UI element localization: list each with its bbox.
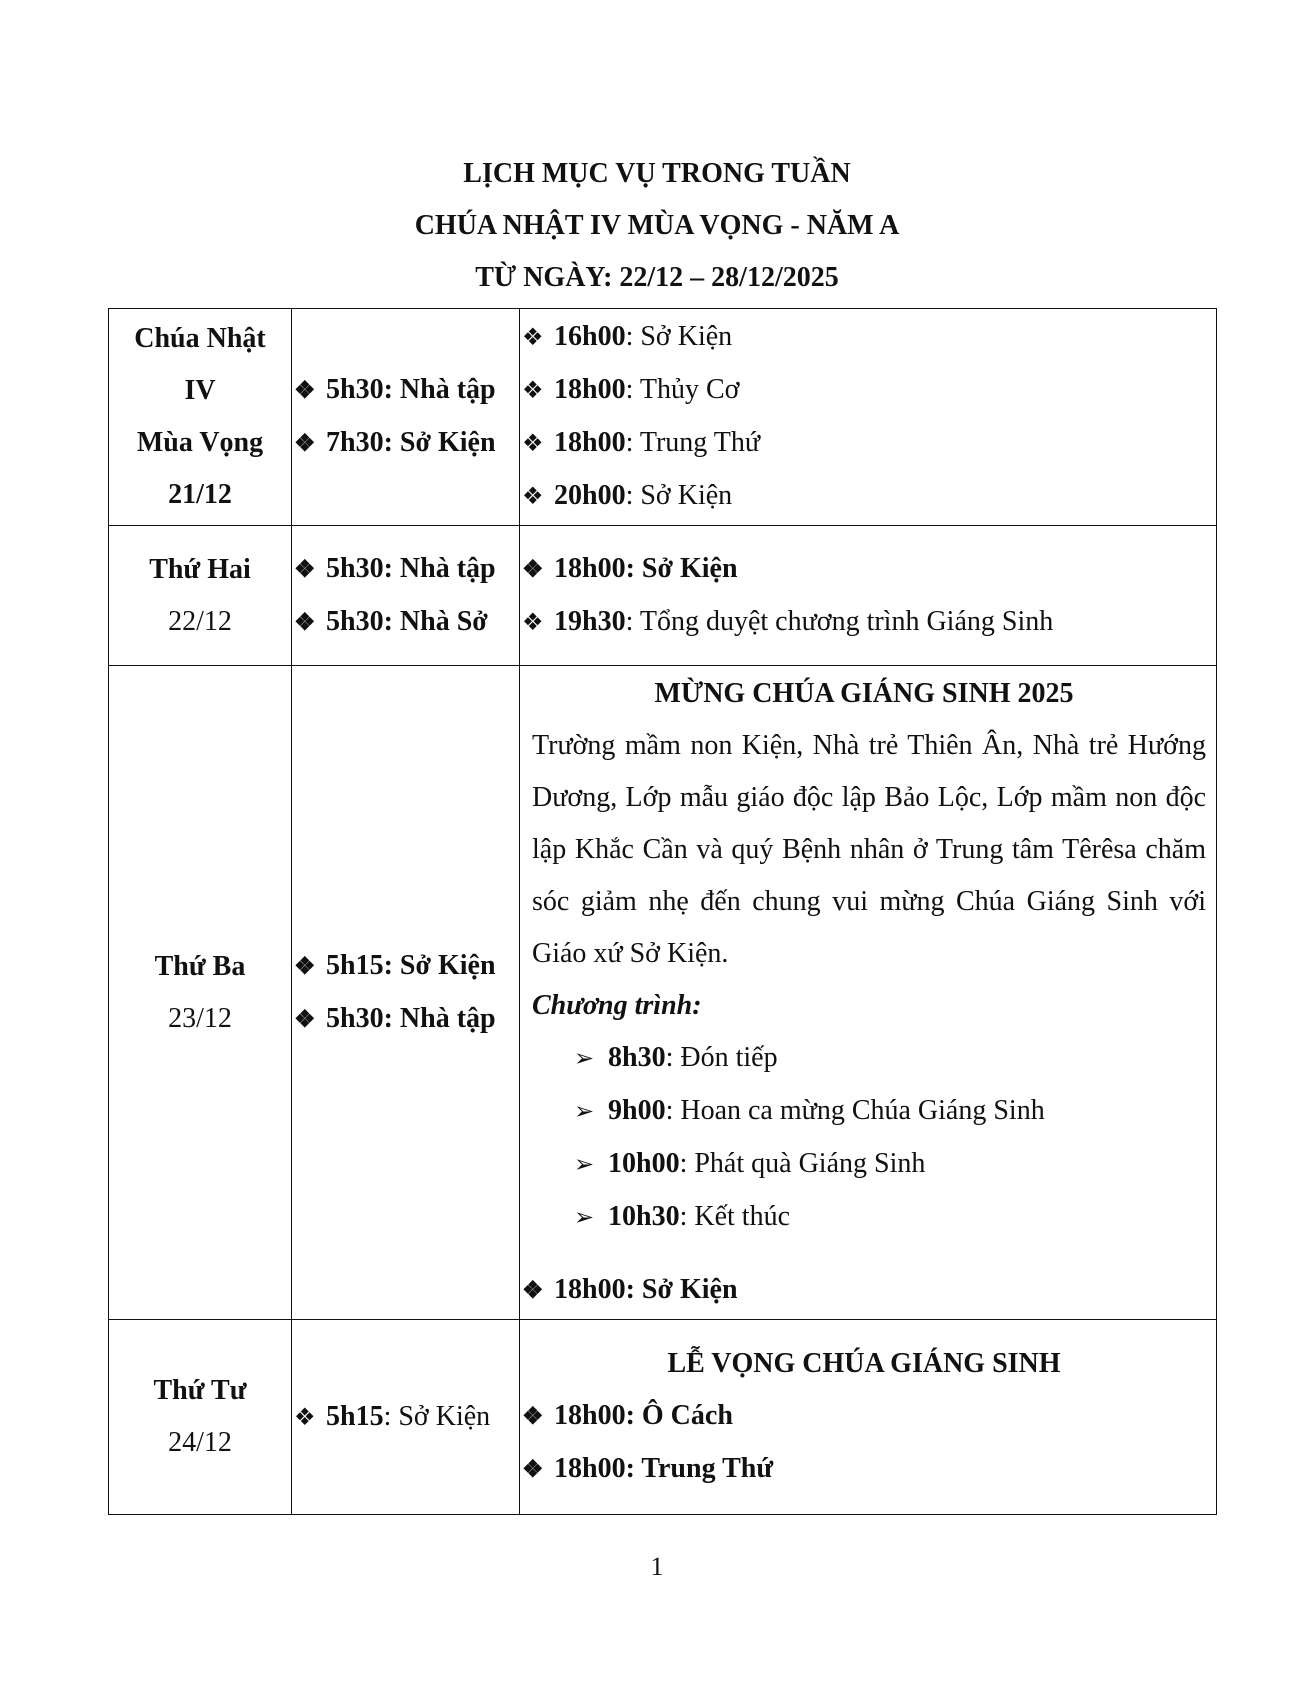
day-name: IV bbox=[184, 375, 216, 406]
evening-cell bbox=[520, 309, 1217, 526]
diamond-bullet-icon: ❖ bbox=[294, 609, 316, 636]
diamond-bullet-icon: ❖ bbox=[522, 1404, 544, 1430]
morning-cell bbox=[292, 526, 520, 666]
program-item: ➢ 10h30: Kết thúc bbox=[522, 1191, 1206, 1244]
list-item: ❖ 18h00: Sở Kiện bbox=[522, 1264, 1206, 1317]
day-cell bbox=[109, 309, 292, 526]
list-item: ❖ 18h00: Ô Cách bbox=[522, 1390, 1206, 1443]
diamond-bullet-icon: ❖ bbox=[522, 431, 544, 457]
table-row bbox=[109, 526, 1217, 666]
day-name: Thứ Tư bbox=[153, 1375, 247, 1406]
diamond-bullet-icon: ❖ bbox=[294, 1006, 316, 1033]
document-header bbox=[0, 148, 1314, 304]
evening-cell bbox=[520, 666, 1217, 1320]
list-item: ❖ 16h00: Sở Kiện bbox=[522, 311, 1206, 364]
diamond-bullet-icon: ❖ bbox=[522, 556, 544, 583]
schedule-table bbox=[108, 308, 1217, 1515]
diamond-bullet-icon: ❖ bbox=[522, 325, 544, 351]
arrow-bullet-icon: ➢ bbox=[574, 1099, 595, 1125]
day-date: 23/12 bbox=[168, 1002, 232, 1034]
diamond-bullet-icon: ❖ bbox=[522, 484, 544, 510]
list-item: ❖ 7h30: Sở Kiện bbox=[294, 417, 519, 470]
diamond-bullet-icon: ❖ bbox=[522, 1278, 544, 1304]
page-number: 1 bbox=[650, 1552, 664, 1581]
event-title: LỄ VỌNG CHÚA GIÁNG SINH bbox=[667, 1348, 1061, 1379]
list-item: ❖ 18h00: Sở Kiện bbox=[522, 543, 1206, 596]
program-item: ➢ 10h00: Phát quà Giáng Sinh bbox=[522, 1138, 1206, 1191]
day-cell bbox=[109, 526, 292, 666]
list-item: ❖ 5h30: Nhà tập bbox=[294, 993, 519, 1046]
day-cell bbox=[109, 666, 292, 1320]
day-date: 22/12 bbox=[168, 605, 232, 637]
diamond-bullet-icon: ❖ bbox=[294, 1404, 316, 1431]
list-item: ❖ 18h00: Trung Thứ bbox=[522, 1443, 1206, 1496]
diamond-bullet-icon: ❖ bbox=[294, 556, 316, 583]
table-row bbox=[109, 1320, 1217, 1515]
morning-cell bbox=[292, 666, 520, 1320]
morning-cell bbox=[292, 309, 520, 526]
day-date: 21/12 bbox=[168, 479, 232, 510]
list-item: ❖ 19h30: Tổng duyệt chương trình Giáng Sinh bbox=[522, 596, 1206, 649]
list-item: ❖ 18h00: Thủy Cơ bbox=[522, 364, 1206, 417]
day-date: 24/12 bbox=[168, 1427, 232, 1458]
day-cell bbox=[109, 1320, 292, 1515]
list-item: ❖ 5h30: Nhà tập bbox=[294, 543, 519, 596]
diamond-bullet-icon: ❖ bbox=[294, 953, 316, 980]
morning-cell bbox=[292, 1320, 520, 1515]
diamond-bullet-icon: ❖ bbox=[294, 378, 316, 404]
table-row bbox=[109, 309, 1217, 526]
day-name: Mùa Vọng bbox=[136, 427, 264, 458]
list-item: ❖ 5h15: Sở Kiện bbox=[294, 940, 519, 993]
evening-cell bbox=[520, 526, 1217, 666]
program-item: ➢ 8h30: Đón tiếp bbox=[522, 1032, 1206, 1085]
event-title: MỪNG CHÚA GIÁNG SINH 2025 bbox=[654, 678, 1074, 709]
list-item: ❖ 5h15: Sở Kiện bbox=[294, 1391, 519, 1444]
diamond-bullet-icon: ❖ bbox=[522, 1457, 544, 1483]
header-subtitle: CHÚA NHẬT IV MÙA VỌNG - NĂM A bbox=[414, 210, 900, 241]
list-item: ❖ 5h30: Nhà tập bbox=[294, 364, 519, 417]
table-row bbox=[109, 666, 1217, 1320]
diamond-bullet-icon: ❖ bbox=[294, 431, 316, 457]
program-label: Chương trình: bbox=[532, 990, 702, 1021]
list-item: ❖ 5h30: Nhà Sở bbox=[294, 596, 519, 649]
arrow-bullet-icon: ➢ bbox=[574, 1152, 595, 1178]
diamond-bullet-icon: ❖ bbox=[522, 378, 544, 404]
program-item: ➢ 9h00: Hoan ca mừng Chúa Giáng Sinh bbox=[522, 1085, 1206, 1138]
day-name: Thứ Ba bbox=[154, 950, 246, 982]
arrow-bullet-icon: ➢ bbox=[574, 1205, 595, 1231]
list-item: ❖ 18h00: Trung Thứ bbox=[522, 417, 1206, 470]
header-date-range: TỪ NGÀY: 22/12 – 28/12/2025 bbox=[475, 262, 839, 293]
event-description: Trường mầm non Kiện, Nhà trẻ Thiên Ân, Nhà trẻ Hướng Dương, Lớp mẫu giáo độc lập Bảo Lộc, Lớp mầm non độc lập Khắc Cần và quý Bệnh nhân ở Trung tâm Têrêsa chăm sóc giảm nhẹ đến chung vui mừng Chúa Giáng Sinh với Giáo xứ Sở Kiện. bbox=[532, 730, 1206, 969]
day-name: Chúa Nhật bbox=[134, 323, 266, 354]
diamond-bullet-icon: ❖ bbox=[522, 609, 544, 636]
arrow-bullet-icon: ➢ bbox=[574, 1046, 595, 1072]
evening-cell bbox=[520, 1320, 1217, 1515]
day-name: Thứ Hai bbox=[149, 553, 251, 585]
header-title: LỊCH MỤC VỤ TRONG TUẦN bbox=[463, 158, 851, 189]
list-item: ❖ 20h00: Sở Kiện bbox=[522, 470, 1206, 523]
